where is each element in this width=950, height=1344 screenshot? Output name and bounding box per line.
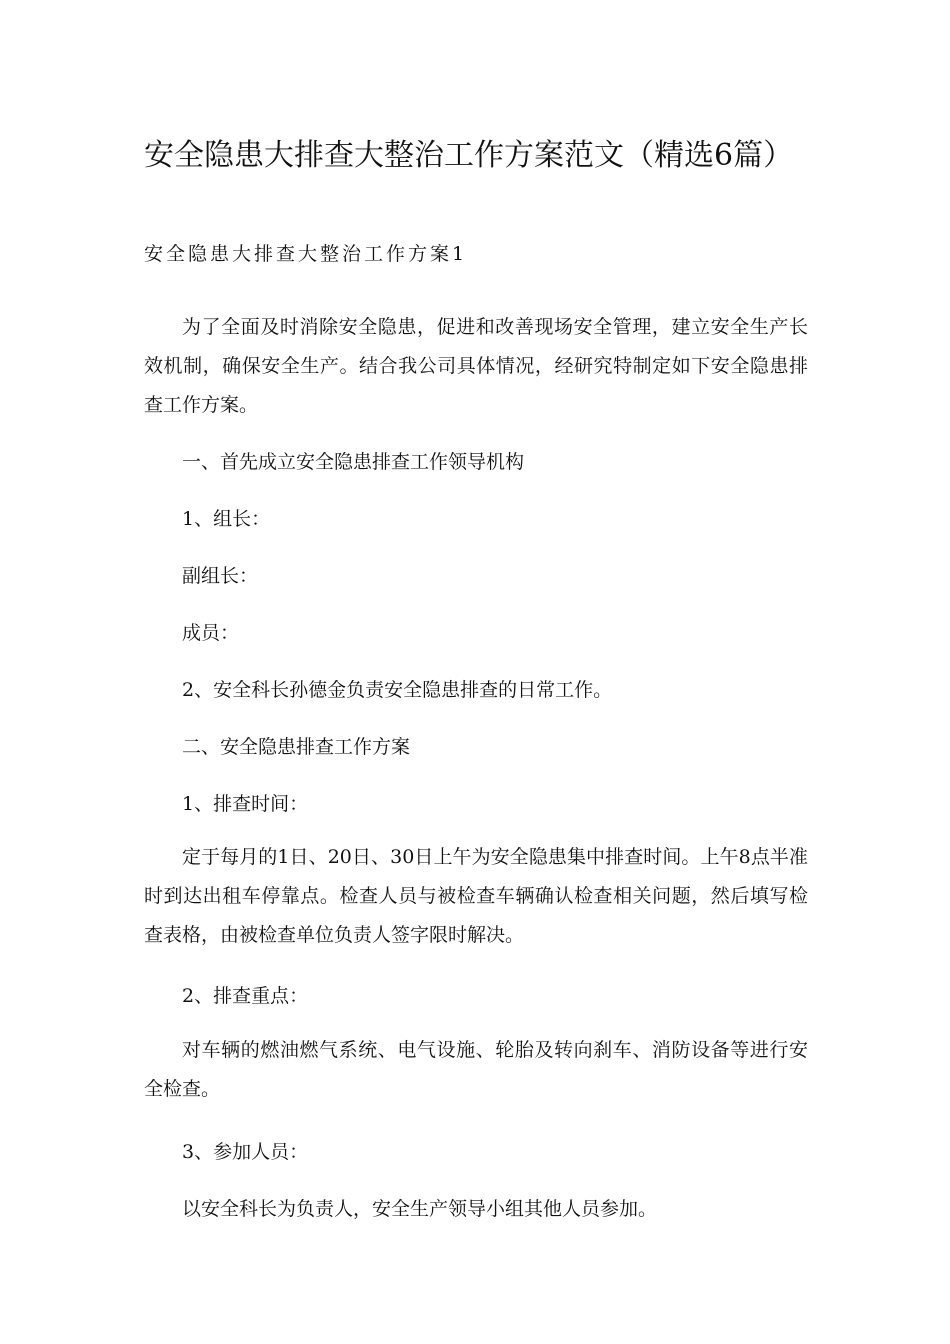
paragraph-participants: 以安全科长为负责人，安全生产领导小组其他人员参加。 [182,1198,658,1220]
list-item-deputy-leader: 副组长： [182,565,259,587]
heading-leadership: 一、首先成立安全隐患排查工作领导机构 [182,451,525,473]
paragraph-inspection-focus: 对车辆的燃油燃气系统、电气设施、轮胎及转向刹车、消防设备等进行安全检查。 [144,1039,808,1100]
list-item-inspection-time: 1、排查时间： [182,793,309,815]
list-item-members: 成员： [182,622,240,644]
paragraph-intro: 为了全面及时消除安全隐患，促进和改善现场安全管理，建立安全生产长效机制，确保安全生产。结合我公司具体情况，经研究特制定如下安全隐患排查工作方案。 [144,316,808,416]
list-item-participants: 3、参加人员： [182,1141,309,1163]
list-item-daily-work: 2、安全科长孙德金负责安全隐患排查的日常工作。 [182,679,613,701]
heading-plan: 二、安全隐患排查工作方案 [182,736,411,758]
document-title: 安全隐患大排查大整治工作方案范文（精选6篇） [144,138,794,173]
list-item-leader: 1、组长： [182,508,271,530]
list-item-inspection-focus: 2、排查重点： [182,985,309,1007]
paragraph-inspection-time: 定于每月的1日、20日、30日上午为安全隐患集中排查时间。上午8点半准时到达出租车停靠点。检查人员与被检查车辆确认检查相关问题，然后填写检查表格，由被检查单位负责人签字限时解决。 [144,846,808,946]
section-title: 安全隐患大排查大整治工作方案1 [144,243,468,265]
